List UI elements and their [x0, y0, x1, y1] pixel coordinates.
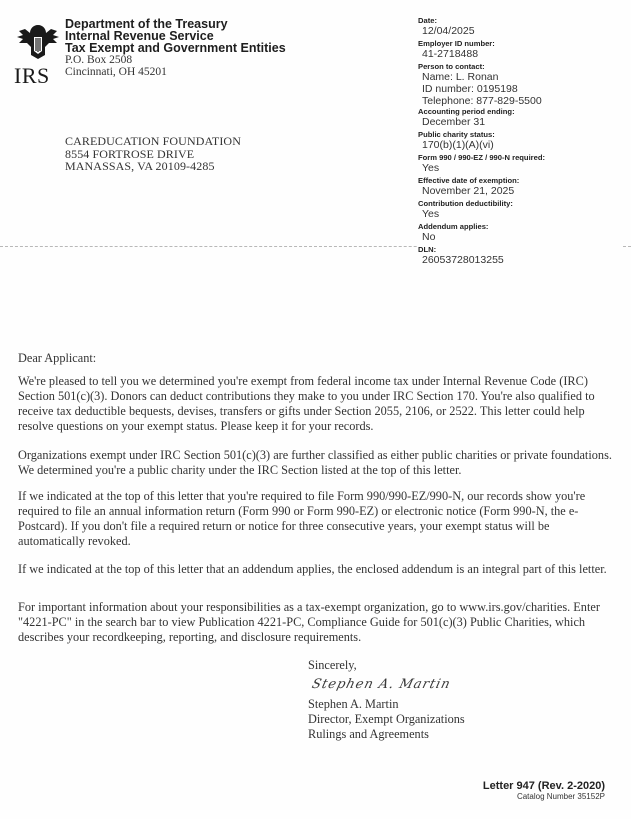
recipient-name: CAREDUCATION FOUNDATION — [65, 134, 241, 148]
ein-value: 41-2718488 — [422, 48, 479, 60]
division-name: Tax Exempt and Government Entities — [65, 41, 286, 55]
letter-info-block — [418, 16, 623, 266]
deductibility-label: Contribution deductibility: — [418, 199, 513, 208]
salutation: Dear Applicant: — [18, 351, 97, 365]
addendum-label: Addendum applies: — [418, 222, 489, 231]
period-value: December 31 — [422, 116, 486, 128]
effective-date-value: November 21, 2025 — [422, 185, 515, 197]
addendum-value: No — [422, 231, 436, 243]
form-required-value: Yes — [422, 162, 440, 174]
contact-phone: Telephone: 877-829-5500 — [422, 95, 542, 107]
charity-status-value: 170(b)(1)(A)(vi) — [422, 139, 494, 151]
signature-block — [308, 658, 465, 742]
handwritten-signature: Stephen A. Martin — [310, 677, 453, 692]
closing: Sincerely, — [308, 658, 357, 672]
catalog-number: Catalog Number 35152P — [516, 792, 605, 801]
paragraph-classification: Organizations exempt under IRC Section 501(c)(3) are further classified as either public charities or private foundations. We determined you're a public charity under the IRC Section listed at the top of this letter. — [18, 448, 612, 477]
eagle-icon — [13, 21, 63, 61]
date-value: 12/04/2025 — [422, 25, 475, 37]
agency-address-line2: Cincinnati, OH 45201 — [65, 66, 167, 78]
dln-value: 26053728013255 — [422, 254, 504, 266]
letter-number: Letter 947 (Rev. 2-2020) — [482, 780, 605, 792]
signer-office: Rulings and Agreements — [308, 727, 429, 741]
contact-name: Name: L. Ronan — [422, 71, 499, 83]
paragraph-responsibilities: For important information about your responsibilities as a tax-exempt organization, go to www.irs.gov/charities. Enter "4221-PC" in the search bar to view Publication 4221-PC, Compliance Guide for 501(c)(3) Public Charities, which describes your recordkeeping, reporting, and disclosure requirements. — [18, 600, 600, 644]
paragraph-filing: If we indicated at the top of this letter that you're required to file Form 990/990-EZ/990-N, our records show you're required to file an annual information return (Form 990 or Form 990-EZ) or electronic notice (Form 990-N, the e-Postcard). If you don't file a required return or notice for three consecutive years, your exempt status will be automatically revoked. — [18, 489, 586, 548]
irs-logo — [13, 21, 63, 88]
charity-status-label: Public charity status: — [418, 130, 495, 139]
contact-label: Person to contact: — [418, 62, 485, 71]
dln-label: DLN: — [418, 245, 437, 254]
service-name: Internal Revenue Service — [65, 29, 214, 43]
contact-id: ID number: 0195198 — [422, 83, 518, 95]
signer-title: Director, Exempt Organizations — [308, 712, 465, 726]
letter-footer — [483, 780, 605, 801]
department-name: Department of the Treasury — [65, 17, 228, 31]
ein-label: Employer ID number: — [418, 39, 495, 48]
agency-header — [65, 18, 286, 78]
recipient-address — [65, 135, 241, 173]
signer-name: Stephen A. Martin — [308, 697, 399, 711]
period-label: Accounting period ending: — [418, 107, 515, 116]
paragraph-exemption: We're pleased to tell you we determined you're exempt from federal income tax under Internal Revenue Code (IRC) Section 501(c)(3). Donors can deduct contributions they make to you under IRC Section 170. You're also qualified to receive tax deductible bequests, devises, transfers or gifts under Section 2055, 2106, or 2522. This letter could help resolve questions on your exempt status. Please keep it for your records. — [18, 374, 595, 433]
deductibility-value: Yes — [422, 208, 440, 220]
date-label: Date: — [418, 16, 437, 25]
recipient-city: MANASSAS, VA 20109-4285 — [65, 159, 215, 173]
irs-logo-text: IRS — [14, 63, 50, 88]
recipient-street: 8554 FORTROSE DRIVE — [65, 146, 195, 161]
paragraph-addendum: If we indicated at the top of this letter that an addendum applies, the enclosed addendum is an integral part of this letter. — [18, 562, 607, 576]
form-required-label: Form 990 / 990-EZ / 990-N required: — [418, 153, 546, 162]
agency-address-line1: P.O. Box 2508 — [65, 54, 133, 66]
effective-date-label: Effective date of exemption: — [418, 176, 520, 185]
